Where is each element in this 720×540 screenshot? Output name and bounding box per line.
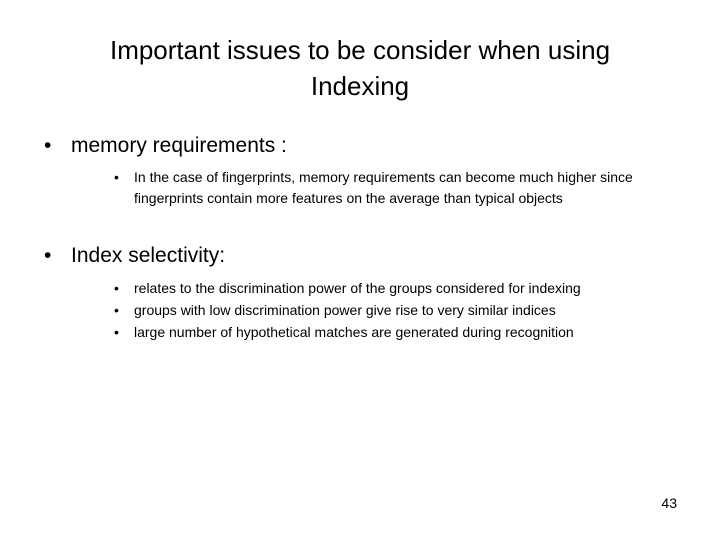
sub-bullet-text: large number of hypothetical matches are generated during recognition: [134, 324, 574, 340]
sub-bullet-item: [44, 277, 684, 299]
bullet-index-selectivity: [44, 243, 684, 269]
sub-bullet-glyph: •: [114, 324, 119, 340]
page-number: 43: [661, 495, 677, 511]
bullet-label: memory requirements :: [71, 134, 287, 157]
sub-bullet-text: relates to the discrimination power of the groups considered for indexing: [134, 280, 581, 296]
bullet-section-memory: [44, 133, 684, 209]
sub-bullet-text: groups with low discrimination power give rise to very similar indices: [134, 302, 556, 318]
sub-bullet-item: [44, 299, 684, 321]
sub-bullet-text: In the case of fingerprints, memory requirements can become much higher since fingerprints contain more features on the average than typical objects: [134, 169, 633, 206]
bullet-glyph: •: [44, 134, 52, 157]
bullet-glyph: •: [44, 244, 52, 267]
sub-bullet-list: [44, 167, 684, 209]
sub-bullet-item: [44, 167, 684, 209]
title-line-2: Indexing: [310, 71, 410, 101]
sub-bullet-item: [44, 321, 684, 343]
bullet-section-selectivity: [44, 243, 684, 343]
sub-bullet-glyph: •: [114, 280, 119, 296]
bullet-label: Index selectivity:: [71, 244, 226, 267]
bullet-memory-requirements: [44, 133, 684, 159]
slide-title: [60, 32, 660, 104]
sub-bullet-list: [44, 277, 684, 343]
sub-bullet-glyph: •: [114, 302, 119, 318]
sub-bullet-glyph: •: [114, 169, 119, 185]
title-line-1: Important issues to be consider when using: [109, 35, 611, 65]
